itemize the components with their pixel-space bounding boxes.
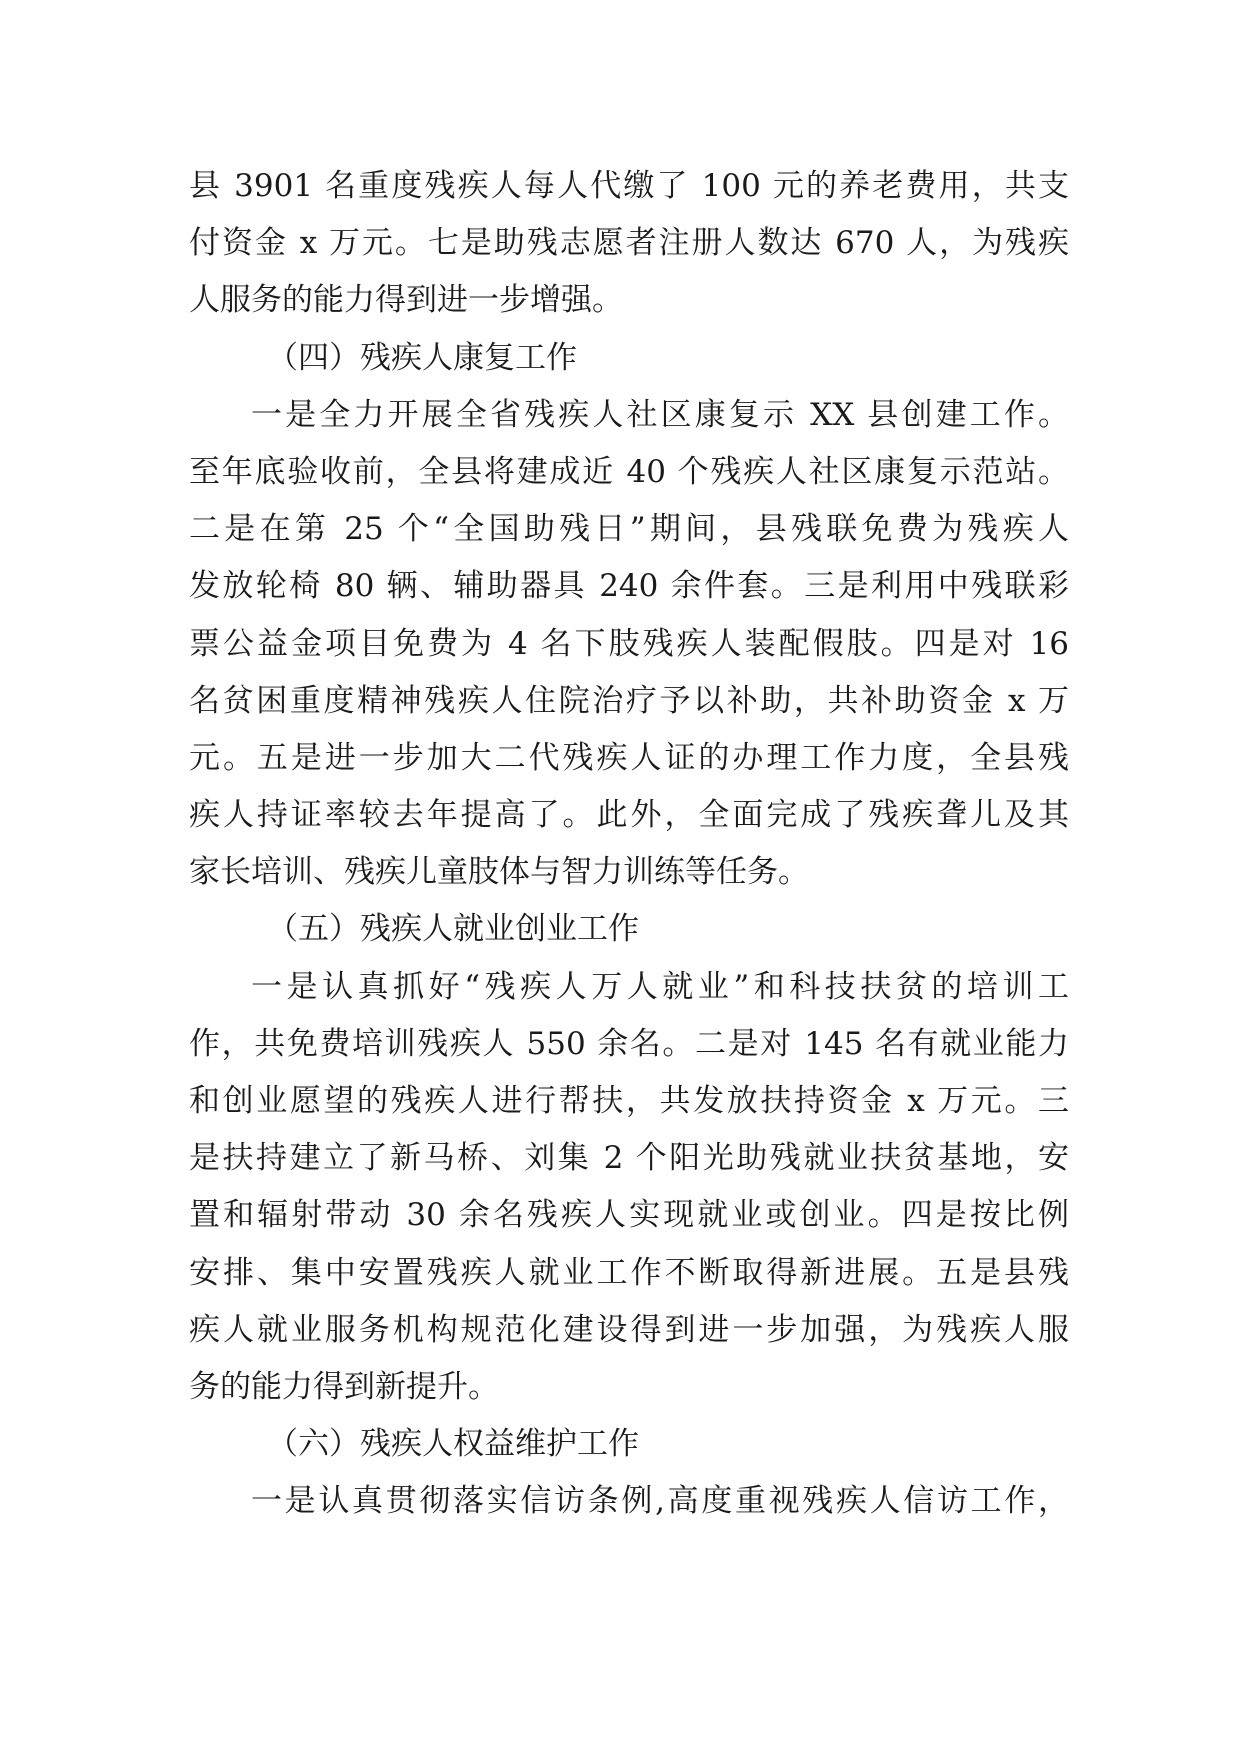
body-line: 付资金 x 万元。七是助残志愿者注册人数达 670 人，为残疾: [189, 225, 1069, 262]
body-line: 二是在第 25 个“全国助残日”期间，县残联免费为残疾人: [189, 511, 1069, 548]
section-heading-5: （五）残疾人就业创业工作: [267, 911, 639, 948]
body-line: 票公益金项目免费为 4 名下肢残疾人装配假肢。四是对 16: [189, 625, 1069, 662]
paragraph-first-line: 一是全力开展全省残疾人社区康复示 XX 县创建工作。: [251, 396, 1069, 433]
paragraph-first-line: 一是认真抓好“残疾人万人就业”和科技扶贫的培训工: [251, 968, 1069, 1005]
body-line: 疾人持证率较去年提高了。此外，全面完成了残疾聋儿及其: [189, 797, 1069, 834]
document-body: [189, 158, 1069, 1531]
body-line: 名贫困重度精神残疾人住院治疗予以补助，共补助资金 x 万: [189, 682, 1069, 719]
body-line: 家长培训、残疾儿童肢体与智力训练等任务。: [189, 854, 809, 891]
section-heading-4: （四）残疾人康复工作: [267, 339, 577, 376]
body-line: 置和辐射带动 30 余名残疾人实现就业或创业。四是按比例: [189, 1197, 1069, 1234]
paragraph-first-line: 一是认真贯彻落实信访条例,高度重视残疾人信访工作，: [251, 1483, 1069, 1520]
body-line: 元。五是进一步加大二代残疾人证的办理工作力度，全县残: [189, 739, 1069, 776]
body-line: 至年底验收前，全县将建成近 40 个残疾人社区康复示范站。: [189, 453, 1069, 490]
body-line: 发放轮椅 80 辆、辅助器具 240 余件套。三是利用中残联彩: [189, 568, 1069, 605]
body-line: 安排、集中安置残疾人就业工作不断取得新进展。五是县残: [189, 1254, 1069, 1291]
body-line: 是扶持建立了新马桥、刘集 2 个阳光助残就业扶贫基地，安: [189, 1140, 1069, 1177]
body-line: 和创业愿望的残疾人进行帮扶，共发放扶持资金 x 万元。三: [189, 1083, 1069, 1119]
body-line: 疾人就业服务机构规范化建设得到进一步加强，为残疾人服: [189, 1311, 1069, 1348]
body-line: 务的能力得到新提升。: [189, 1368, 499, 1405]
body-line: 人服务的能力得到进一步增强。: [189, 282, 623, 319]
body-line: 县 3901 名重度残疾人每人代缴了 100 元的养老费用，共支: [189, 168, 1069, 204]
section-heading-6: （六）残疾人权益维护工作: [267, 1426, 639, 1463]
body-line: 作，共免费培训残疾人 550 余名。二是对 145 名有就业能力: [189, 1025, 1069, 1062]
